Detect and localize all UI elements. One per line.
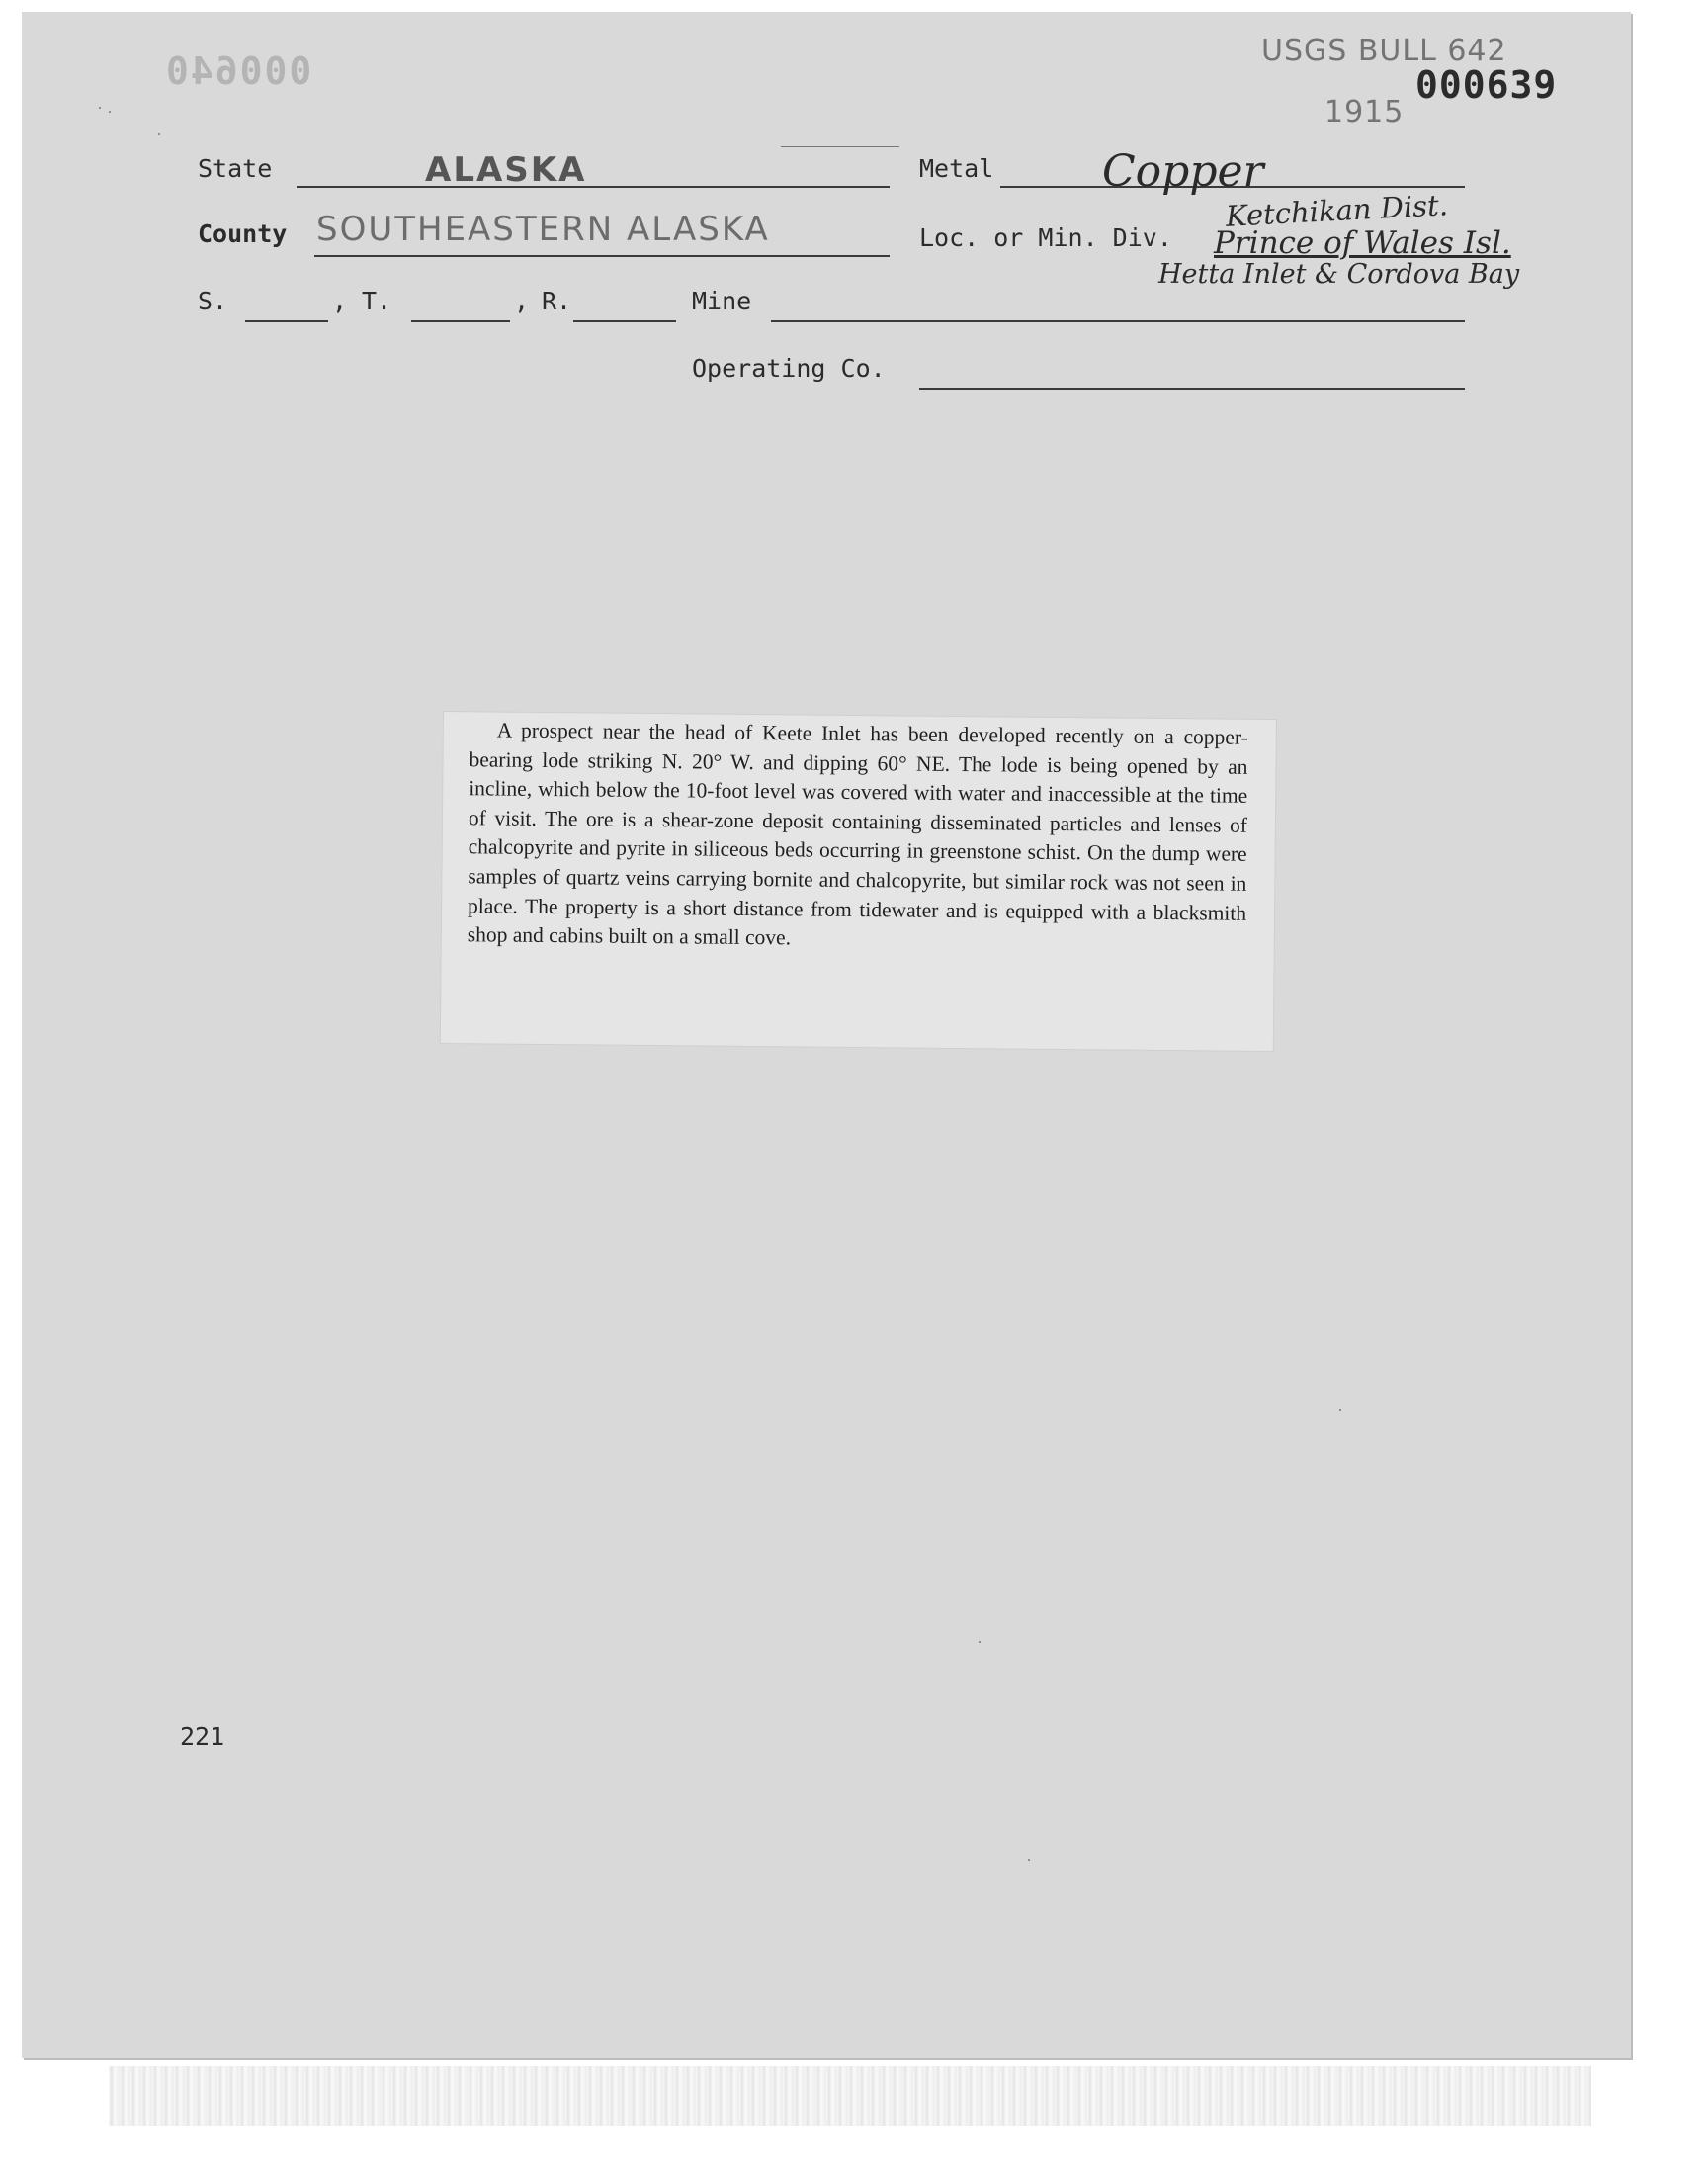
- operating-field-line: [919, 388, 1465, 390]
- mine-label: Mine: [692, 287, 752, 315]
- section-field-line: [245, 320, 328, 322]
- county-value: SOUTHEASTERN ALASKA: [316, 210, 770, 249]
- scan-artifact-strip: [109, 2066, 1591, 2126]
- faded-record-number: 000640: [164, 49, 312, 93]
- state-field-line: [297, 186, 890, 188]
- operating-label: Operating Co.: [692, 354, 886, 383]
- loc-division: Prince of Wales Isl.: [1214, 225, 1511, 261]
- state-label: State: [198, 154, 273, 183]
- metal-label: Metal: [919, 154, 994, 183]
- range-label: R.: [542, 287, 572, 315]
- loc-district: Ketchikan Dist.: [1225, 188, 1449, 233]
- loc-locality: Hetta Inlet & Cordova Bay: [1158, 259, 1520, 290]
- township-field-line: [411, 320, 510, 322]
- page: 000640 USGS BULL 642 000639 1915 State ALASKA Metal Copper County SOUTHEASTERN ALASKA Loc. or Min. Div. Ketchikan Dist. Prince of Wales Isl. Hetta Inlet & Cordova Bay S. , T. , R. Mine Operating Co. A prospect near the head of Keete Inlet has been developed recently on a copper-bearing lode striking N. 20° W. and dipping 60° NE. The lode is being opened by an incline, which below the 10-foot level was covered with water and inaccessible at the time of visit. The ore is a shear-zone deposit containing disseminated particles and lenses of chalcopyrite and pyrite in siliceous beds occurring in greenstone schist. On the dump were samples of quartz veins carrying bornite and chalcopyrite, but similar rock was not seen in place. The property is a short distance from tidewater and is equipped with a blacksmith shop and cabins built on a small cove. 221: [0, 0, 1708, 2175]
- bulletin-clipping: A prospect near the head of Keete Inlet has been developed recently on a copper-bearing lode striking N. 20° W. and dipping 60° NE. The lode is being opened by an incline, which below the 10-foot level was covered with water and inaccessible at the time of visit. The ore is a shear-zone deposit containing disseminated particles and lenses of chalcopyrite and pyrite in siliceous beds occurring in greenstone schist. On the dump were samples of quartz veins carrying bornite and chalcopyrite, but similar rock was not seen in place. The property is a short distance from tidewater and is equipped with a blacksmith shop and cabins built on a small cove.: [441, 712, 1276, 1051]
- county-field-line: [314, 255, 890, 257]
- range-field-line: [573, 320, 676, 322]
- stray-pencil-mark: [781, 146, 899, 147]
- section-label: S.: [198, 287, 228, 315]
- metal-value: Copper: [1102, 146, 1264, 197]
- county-label: County: [198, 219, 288, 248]
- page-number: 221: [180, 1722, 225, 1751]
- loc-label: Loc. or Min. Div.: [919, 223, 1172, 252]
- record-number: 000639: [1415, 63, 1558, 107]
- bulletin-reference: USGS BULL 642: [1261, 34, 1507, 68]
- township-label: T.: [362, 287, 392, 315]
- bulletin-year: 1915: [1324, 95, 1405, 130]
- mine-field-line: [771, 320, 1465, 322]
- state-value: ALASKA: [425, 150, 587, 190]
